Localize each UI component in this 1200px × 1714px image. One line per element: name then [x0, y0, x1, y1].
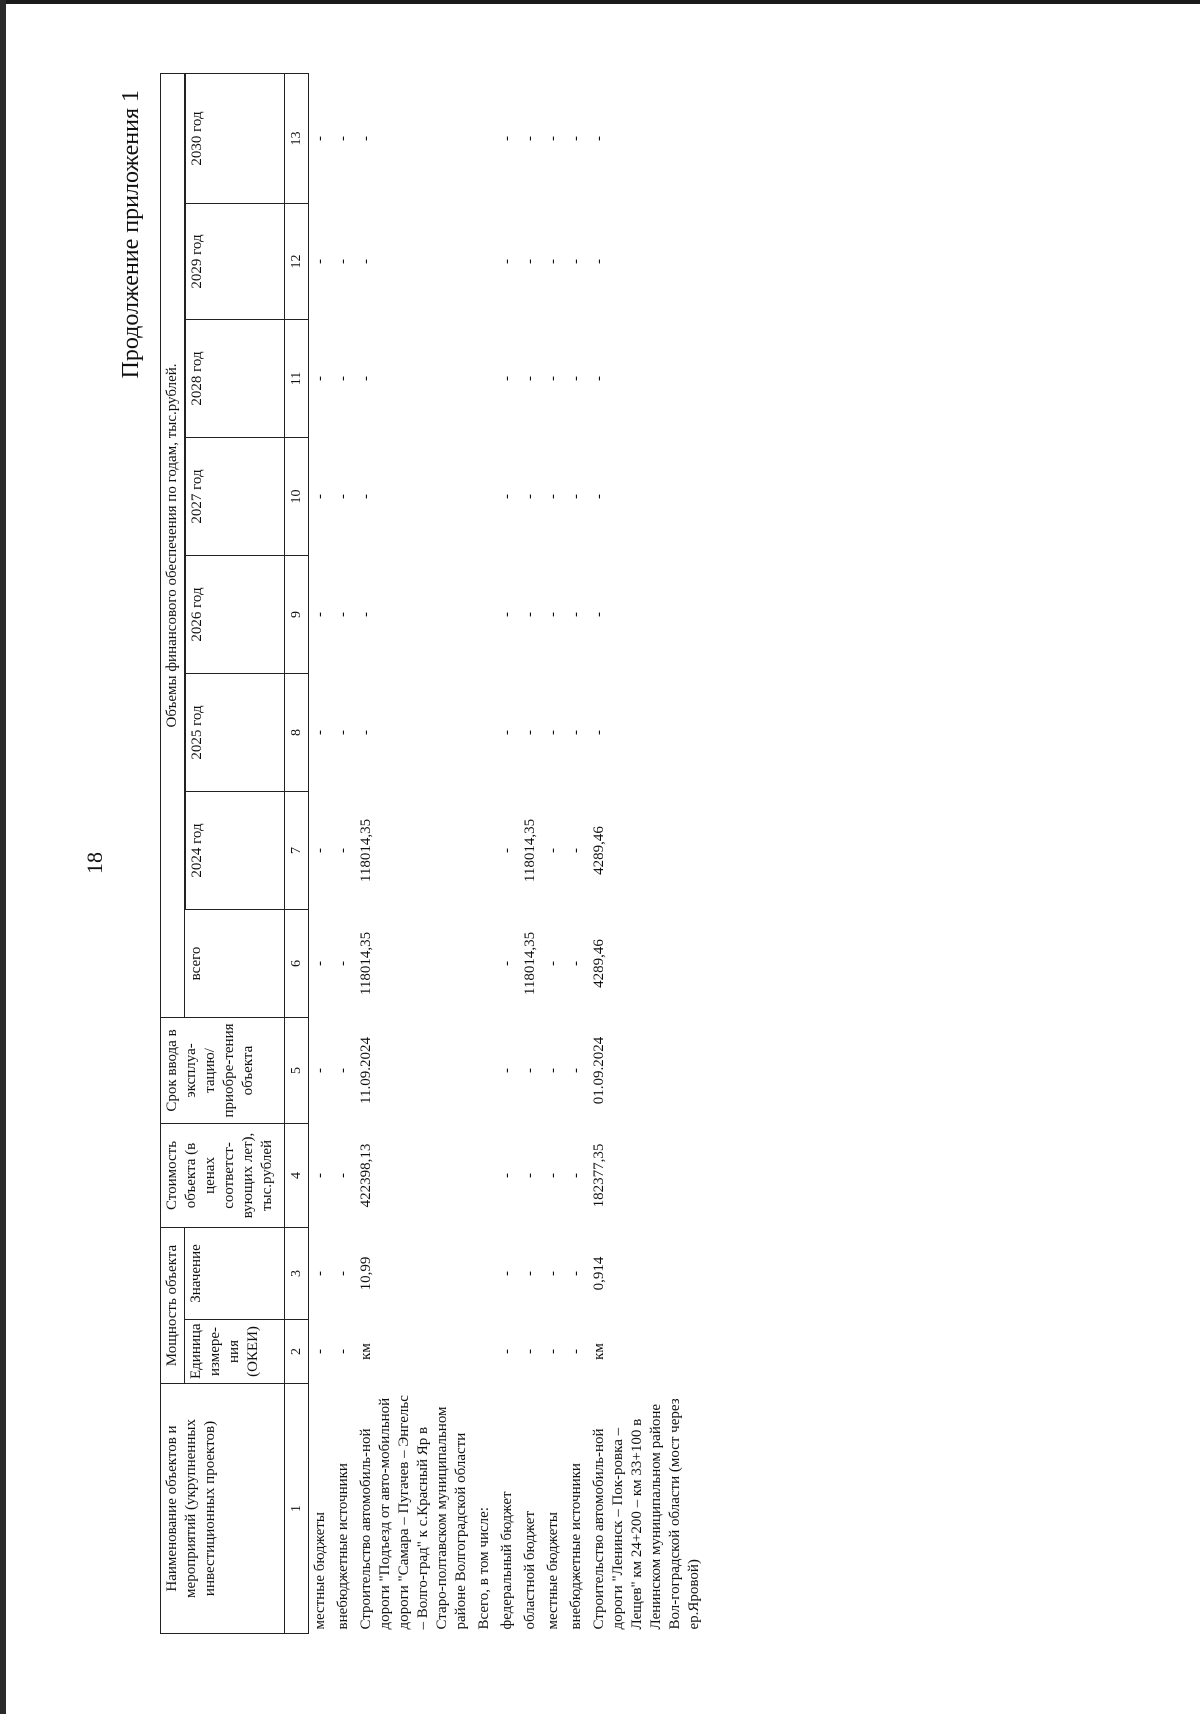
row-2028: -	[499, 375, 515, 381]
row-unit: км	[591, 1343, 607, 1360]
header-year-2030: 2030 год	[186, 73, 285, 203]
header-cost: Стоимость объекта (в ценах соответст-вующих лет), тыс.рублей	[161, 1123, 285, 1227]
row-2028: -	[568, 375, 584, 381]
row-unit: -	[312, 1349, 328, 1354]
row-2030: -	[312, 135, 328, 141]
row-2024: 4289,46	[591, 826, 607, 875]
table-row	[332, 73, 355, 1633]
row-2024: -	[545, 847, 561, 853]
column-number: 2	[285, 1320, 309, 1384]
row-2026: -	[522, 611, 538, 617]
row-2030	[473, 73, 496, 203]
row-total	[473, 909, 496, 1017]
row-cost: -	[335, 1172, 351, 1178]
table-row	[565, 73, 588, 1633]
column-number: 4	[285, 1123, 309, 1227]
table-row	[519, 73, 542, 1633]
row-unit: -	[568, 1349, 584, 1354]
row-2028: -	[358, 375, 374, 381]
table-row	[542, 73, 565, 1633]
row-2029: -	[522, 258, 538, 264]
table-row	[309, 73, 333, 1633]
row-2030: -	[358, 135, 374, 141]
row-name: внебюджетные источники	[568, 1463, 584, 1630]
row-2026: -	[568, 611, 584, 617]
row-2028: -	[335, 375, 351, 381]
row-value: 0,914	[591, 1256, 607, 1291]
row-name: областной бюджет	[522, 1510, 538, 1630]
row-value: -	[568, 1271, 584, 1276]
financing-table	[160, 73, 706, 1634]
row-2029: -	[499, 258, 515, 264]
row-2025: -	[358, 729, 374, 735]
row-2025: -	[522, 729, 538, 735]
row-2030: -	[335, 135, 351, 141]
row-2030: -	[499, 135, 515, 141]
header-total: всего	[185, 909, 285, 1017]
row-2030: -	[568, 135, 584, 141]
row-2025: -	[312, 729, 328, 735]
row-2029: -	[545, 258, 561, 264]
header-value: Значение	[185, 1227, 285, 1319]
row-2026: -	[312, 611, 328, 617]
column-number: 8	[285, 673, 309, 791]
row-name: Всего, в том числе:	[476, 1507, 492, 1630]
row-date	[473, 1017, 496, 1123]
column-number: 3	[285, 1227, 309, 1319]
column-number: 6	[285, 909, 309, 1017]
row-name: местные бюджеты	[312, 1512, 328, 1630]
row-2027: -	[545, 493, 561, 499]
row-2028: -	[522, 375, 538, 381]
row-2029	[473, 203, 496, 319]
row-2026: -	[545, 611, 561, 617]
row-2027: -	[591, 493, 607, 499]
row-2029: -	[591, 258, 607, 264]
header-year-2029: 2029 год	[186, 203, 285, 319]
column-number-row	[285, 73, 309, 1633]
row-2028: -	[545, 375, 561, 381]
row-name: Строительство автомобиль-ной дороги "Ленинск – Пок-ровка – Лещев" км 24+200 – км 33+100 в Ленинском муниципальном районе Вол-гоградской области (мост через ер.Яровой)	[591, 1398, 702, 1630]
row-2024	[473, 791, 496, 909]
row-2026: -	[335, 611, 351, 617]
row-2029: -	[335, 258, 351, 264]
table-row	[496, 73, 519, 1633]
row-2027: -	[312, 493, 328, 499]
row-cost: 422398,13	[358, 1143, 374, 1208]
row-value	[473, 1227, 496, 1319]
header-object-name: Наименование объектов и мероприятий (укрупненных инвестиционных проектов)	[161, 1384, 285, 1634]
column-number: 11	[285, 319, 309, 437]
row-2025: -	[335, 729, 351, 735]
row-cost: -	[545, 1172, 561, 1178]
row-2027: -	[335, 493, 351, 499]
row-unit: км	[358, 1343, 374, 1360]
column-number: 13	[285, 73, 309, 203]
row-value: -	[522, 1271, 538, 1276]
table-row	[588, 73, 706, 1633]
row-total: 4289,46	[591, 939, 607, 988]
row-total: -	[312, 960, 328, 966]
row-date: 11.09.2024	[358, 1037, 374, 1104]
header-finance-group: Объемы финансового обеспечения по годам, тыс.рублей.	[161, 73, 185, 1017]
row-2029: -	[358, 258, 374, 264]
row-2026	[473, 555, 496, 673]
row-unit: -	[545, 1349, 561, 1354]
page-number: 18	[82, 852, 107, 874]
row-date: -	[499, 1067, 515, 1073]
row-2027	[473, 437, 496, 555]
row-cost: -	[568, 1172, 584, 1178]
row-total: -	[499, 960, 515, 966]
row-date: 01.09.2024	[591, 1036, 607, 1105]
row-cost: -	[499, 1172, 515, 1178]
row-2025	[473, 673, 496, 791]
row-2024: -	[335, 847, 351, 853]
header-year-2028: 2028 год	[186, 319, 285, 437]
column-number: 9	[285, 555, 309, 673]
header-year-2026: 2026 год	[186, 555, 285, 673]
row-2026: -	[499, 611, 515, 617]
row-value: -	[335, 1271, 351, 1276]
row-total: 118014,35	[522, 931, 538, 996]
row-value: -	[312, 1271, 328, 1276]
row-2026: -	[358, 611, 374, 617]
column-number: 12	[285, 203, 309, 319]
row-2030: -	[591, 135, 607, 141]
row-total: -	[568, 960, 584, 966]
row-cost: 182377,35	[591, 1143, 607, 1208]
column-number: 1	[285, 1384, 309, 1634]
row-2025: -	[499, 729, 515, 735]
row-2024: -	[568, 847, 584, 853]
row-value: 10,99	[358, 1256, 374, 1291]
column-number: 10	[285, 437, 309, 555]
row-2024: 118014,35	[358, 818, 374, 883]
row-unit: -	[522, 1349, 538, 1354]
row-2030: -	[522, 135, 538, 141]
row-2024: -	[312, 847, 328, 853]
column-number: 5	[285, 1017, 309, 1123]
row-2027: -	[499, 493, 515, 499]
row-date: -	[545, 1067, 561, 1073]
row-2028: -	[591, 375, 607, 381]
row-2024: -	[499, 847, 515, 853]
row-2027: -	[568, 493, 584, 499]
header-unit: Единица измере-ния (ОКЕИ)	[185, 1320, 285, 1384]
row-name: внебюджетные источники	[335, 1463, 351, 1630]
row-cost: -	[522, 1172, 538, 1178]
header-commission-date: Срок ввода в эксплуа-тацию/ приобре-тения объекта	[161, 1017, 285, 1123]
appendix-title: Продолжение приложения 1	[118, 90, 144, 379]
row-total: -	[335, 960, 351, 966]
row-2028: -	[312, 375, 328, 381]
row-unit	[473, 1320, 496, 1384]
table-row	[355, 73, 473, 1633]
header-year-2027: 2027 год	[186, 437, 285, 555]
row-name: федеральный бюджет	[499, 1491, 515, 1630]
row-2030: -	[545, 135, 561, 141]
row-2024: 118014,35	[522, 818, 538, 883]
row-2026: -	[591, 611, 607, 617]
row-value: -	[499, 1271, 515, 1276]
row-value: -	[545, 1271, 561, 1276]
row-2029: -	[312, 258, 328, 264]
header-capacity-group: Мощность объекта	[161, 1227, 185, 1383]
row-date: -	[335, 1067, 351, 1073]
row-date: -	[312, 1067, 328, 1073]
row-2029: -	[568, 258, 584, 264]
header-year-2025: 2025 год	[186, 673, 285, 791]
row-date: -	[568, 1067, 584, 1073]
column-number: 7	[285, 791, 309, 909]
row-total: 118014,35	[358, 931, 374, 996]
row-2027: -	[522, 493, 538, 499]
row-2025: -	[591, 729, 607, 735]
row-date: -	[522, 1067, 538, 1073]
row-2028	[473, 319, 496, 437]
row-cost	[473, 1123, 496, 1227]
row-total: -	[545, 960, 561, 966]
header-year-2024: 2024 год	[186, 791, 285, 909]
row-unit: -	[335, 1349, 351, 1354]
row-2027: -	[358, 493, 374, 499]
row-2025: -	[545, 729, 561, 735]
row-cost: -	[312, 1172, 328, 1178]
row-name: Строительство автомобиль-ной дороги "Подъезд от авто-мобильной дороги "Самара – Пугачев – Энгельс – Волго-град" к с.Красный Яр в Старо-полтавском муниципальном районе Волгоградской области	[358, 1395, 469, 1630]
row-name: местные бюджеты	[545, 1512, 561, 1630]
row-2025: -	[568, 729, 584, 735]
table-row	[473, 73, 496, 1633]
row-unit: -	[499, 1349, 515, 1354]
